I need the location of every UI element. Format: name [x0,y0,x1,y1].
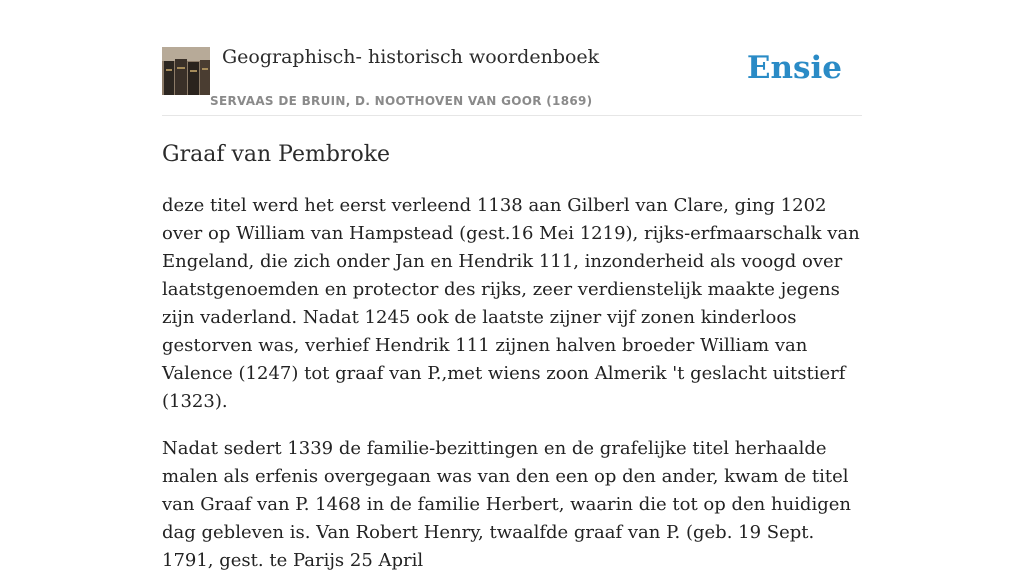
book-title[interactable]: Geographisch- historisch woordenboek [222,46,600,68]
entry-paragraph: Nadat sedert 1339 de familie-bezittingen en de grafelijke titel herhaalde malen als erfenis overgegaan was van den een op den ander, kwam de titel van Graaf van P. 1468 in de familie Herbert, waarin die tot op den huidigen dag gebleven is. Van Robert Henry, twaalfde graaf van P. (geb. 19 Sept. 1791, gest. te Parijs 25 April [162,438,851,571]
entry-page [162,0,862,575]
entry-title: Graaf van Pembroke [162,142,391,167]
book-cover-avatar[interactable] [162,47,210,95]
entry-paragraph: deze titel werd het eerst verleend 1138 aan Gilberl van Clare, ging 1202 over op William van Hampstead (gest.16 Mei 1219), rijks-erfmaarschalk van Engeland, die zich onder Jan en Hendrik 111, inzonderheid als voogd over laatstgenoemden en protector des rijks, zeer verdienstelijk maakte jegens zijn vaderland. Nadat 1245 ook de laatste zijner vijf zonen kinderloos gestorven was, verhief Hendrik 111 zijnen halven broeder William van Valence (1247) tot graaf van P.,met wiens zoon Almerik 't geslacht uitstierf (1323). [162,195,860,412]
ensie-logo-link[interactable]: Ensie [746,50,842,86]
book-spines-icon [162,47,210,95]
entry-body [162,192,862,575]
book-authors-year: SERVAAS DE BRUIN, D. NOOTHOVEN VAN GOOR (1869) [210,94,593,108]
book-header [162,0,862,116]
